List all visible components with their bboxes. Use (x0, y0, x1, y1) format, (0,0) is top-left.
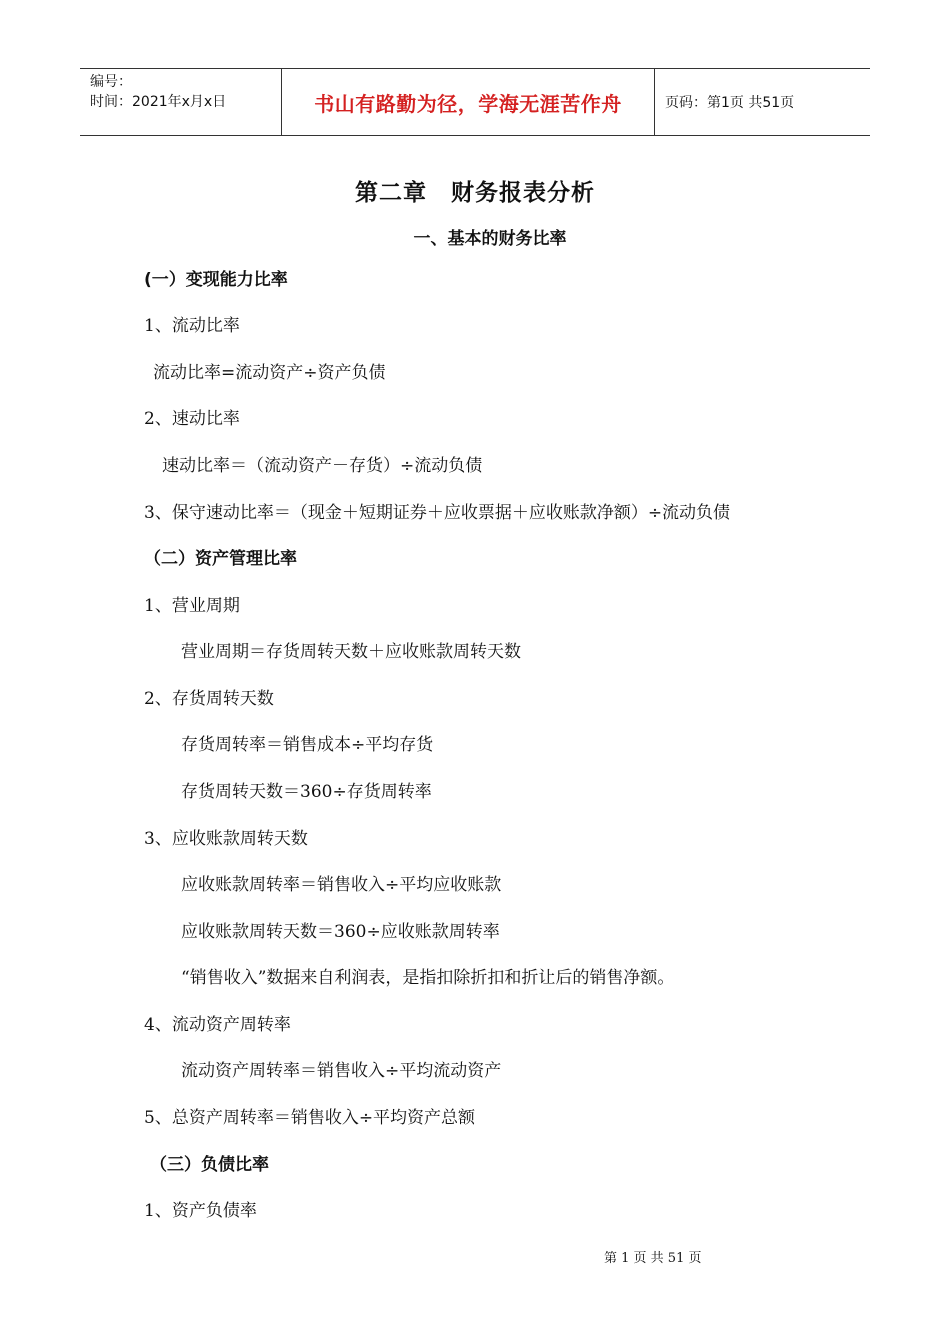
header-date-label: 时间：2021年x月x日 (90, 94, 227, 110)
item-heading: 4、流动资产周转率 (144, 1015, 291, 1035)
note-line: “销售收入”数据来自利润表，是指扣除折扣和折让后的销售净额。 (181, 968, 675, 988)
item-heading: 1、营业周期 (144, 596, 240, 616)
subsection-heading: （二）资产管理比率 (144, 549, 297, 569)
subsection-heading: (一）变现能力比率 (144, 270, 288, 290)
header-page-info: 页码：第1页 共51页 (665, 95, 795, 111)
item-heading: 2、速动比率 (144, 409, 240, 429)
item-heading: 1、流动比率 (144, 316, 240, 336)
item-heading: 5、总资产周转率＝销售收入÷平均资产总额 (144, 1108, 476, 1128)
subsection-heading: （三）负债比率 (150, 1155, 269, 1175)
formula-line: 应收账款周转天数＝360÷应收账款周转率 (181, 922, 500, 942)
formula-line: 营业周期＝存货周转天数＋应收账款周转天数 (181, 642, 521, 662)
item-heading: 3、应收账款周转天数 (144, 829, 308, 849)
page-footer: 第 1 页 共 51 页 (604, 1251, 702, 1266)
formula-line: 流动资产周转率＝销售收入÷平均流动资产 (181, 1061, 502, 1081)
formula-line: 速动比率＝（流动资产－存货）÷流动负债 (162, 456, 483, 476)
header-motto: 书山有路勤为径，学海无涯苦作舟 (282, 69, 655, 135)
formula-line: 应收账款周转率＝销售收入÷平均应收账款 (181, 875, 502, 895)
item-heading: 1、资产负债率 (144, 1201, 257, 1221)
header-number-label: 编号： (90, 74, 132, 90)
formula-line: 流动比率=流动资产÷资产负债 (153, 363, 386, 383)
formula-line: 存货周转率＝销售成本÷平均存货 (181, 735, 434, 755)
item-heading: 2、存货周转天数 (144, 689, 274, 709)
chapter-title: 第二章 财务报表分析 (355, 180, 595, 206)
section-title: 一、基本的财务比率 (413, 229, 567, 249)
item-heading: 3、保守速动比率＝（现金＋短期证券＋应收票据＋应收账款净额）÷流动负债 (144, 503, 731, 523)
formula-line: 存货周转天数＝360÷存货周转率 (181, 782, 432, 802)
header-meta (80, 69, 282, 135)
page-header (80, 68, 870, 136)
